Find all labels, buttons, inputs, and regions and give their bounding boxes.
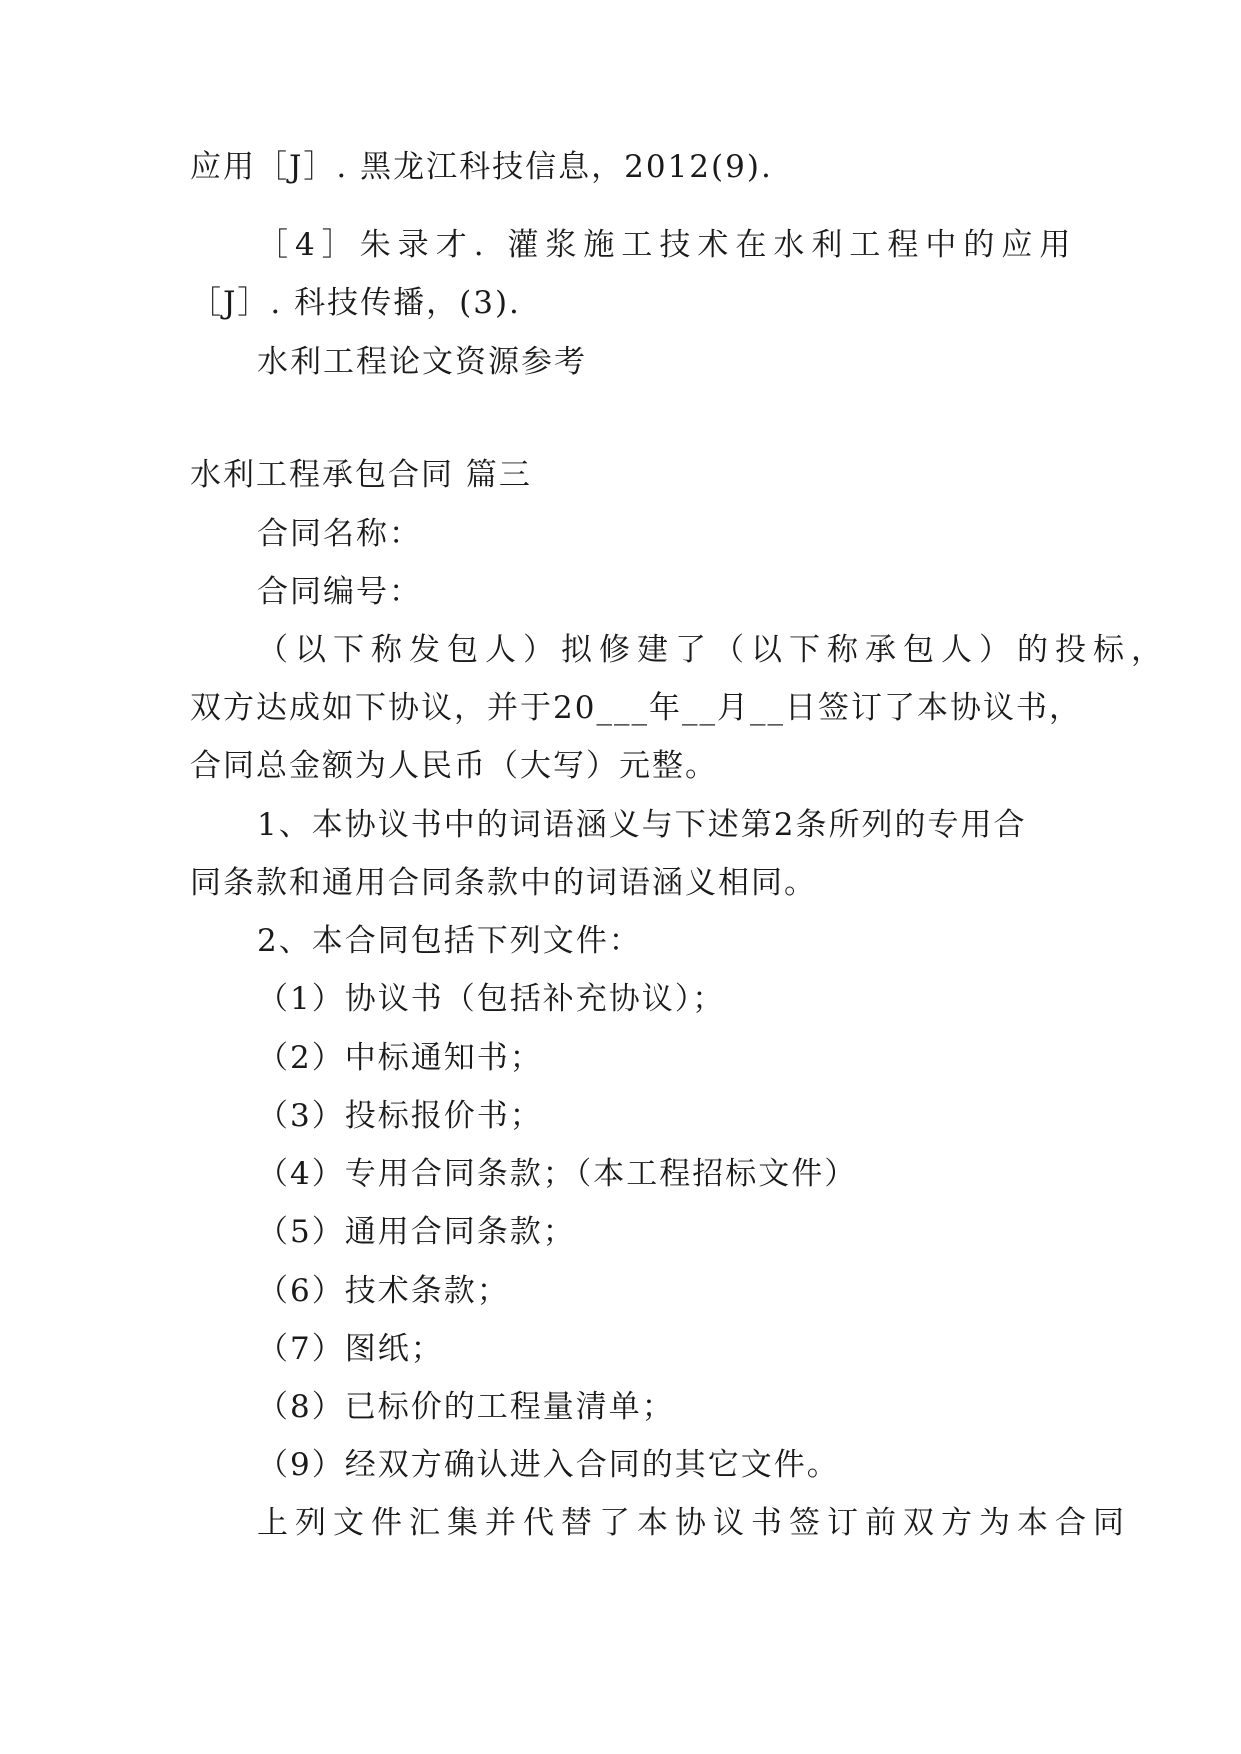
list-item: （8）已标价的工程量清单； [257,1389,675,1425]
reference-4-continuation: ［J］. 科技传播，(3). [190,285,521,321]
list-item: （6）技术条款； [257,1273,510,1309]
list-item: （4）专用合同条款；（本工程招标文件） [257,1156,858,1192]
list-item: （5）通用合同条款； [257,1214,576,1250]
list-item: （1）协议书（包括补充协议）； [257,981,726,1017]
paragraph-line: 合同总金额为人民币（大写）元整。 [190,748,718,784]
reference-note: 水利工程论文资源参考 [257,344,587,380]
list-item: （9）经双方确认进入合同的其它文件。 [257,1447,840,1483]
paragraph-line: （以下称发包人）拟修建了（以下称承包人）的投标， [257,632,1169,668]
list-item: （3）投标报价书； [257,1098,543,1134]
contract-number-label: 合同编号： [257,574,422,610]
clause-1-continuation: 同条款和通用合同条款中的词语涵义相同。 [190,865,817,901]
clause-1: 1、本协议书中的词语涵义与下述第2条所列的专用合 [257,807,1027,843]
clause-2: 2、本合同包括下列文件： [257,923,642,959]
reference-3-continuation: 应用［J］. 黑龙江科技信息，2012(9). [190,149,773,185]
reference-4: ［4］朱录才. 灌浆施工技术在水利工程中的应用 [257,227,1078,263]
section-heading: 水利工程承包合同 篇三 [190,457,532,493]
paragraph-line: 上列文件汇集并代替了本协议书签订前双方为本合同 [257,1505,1131,1541]
list-item: （7）图纸； [257,1331,444,1367]
paragraph-line: 双方达成如下协议，并于20___年__月__日签订了本协议书， [190,690,1082,726]
list-item: （2）中标通知书； [257,1040,543,1076]
contract-name-label: 合同名称： [257,516,422,552]
